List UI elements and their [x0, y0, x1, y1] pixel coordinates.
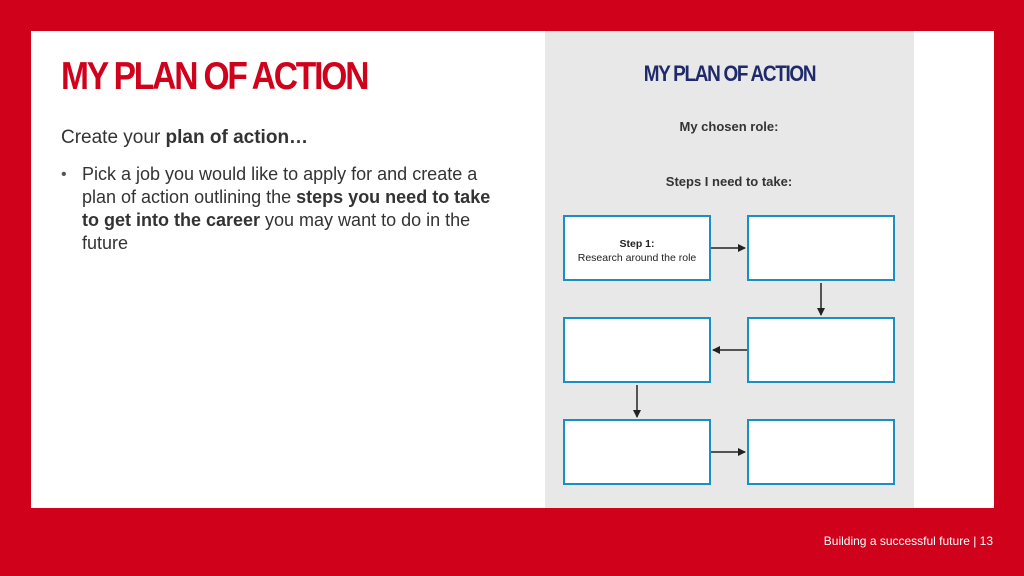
intro-prefix: Create your [61, 127, 166, 148]
step-1-label: Step 1: [619, 238, 655, 250]
bullet-bold: steps you need to take to get into the career [82, 187, 491, 230]
bullet-dot-icon: • [61, 166, 67, 183]
flow-arrows [545, 31, 914, 508]
step-1-text: Research around the role [577, 252, 697, 264]
panel-title: MY PLAN OF ACTION [643, 61, 816, 86]
slide-title: MY PLAN OF ACTION [61, 55, 368, 98]
chosen-role-label: My chosen role: [679, 119, 779, 134]
bullet-text [82, 163, 502, 255]
intro-text [61, 127, 308, 149]
footer-text: Building a successful future | 13 [823, 534, 993, 548]
slide [31, 31, 994, 508]
plan-worksheet-panel [545, 31, 914, 508]
steps-label: Steps I need to take: [665, 174, 793, 189]
bullet-part-2: you may want to do in the future [82, 210, 471, 253]
intro-bold: plan of action… [165, 127, 309, 148]
bullet-part-1: Pick a job you would like to apply for and create a plan of action outlining the [82, 164, 478, 207]
